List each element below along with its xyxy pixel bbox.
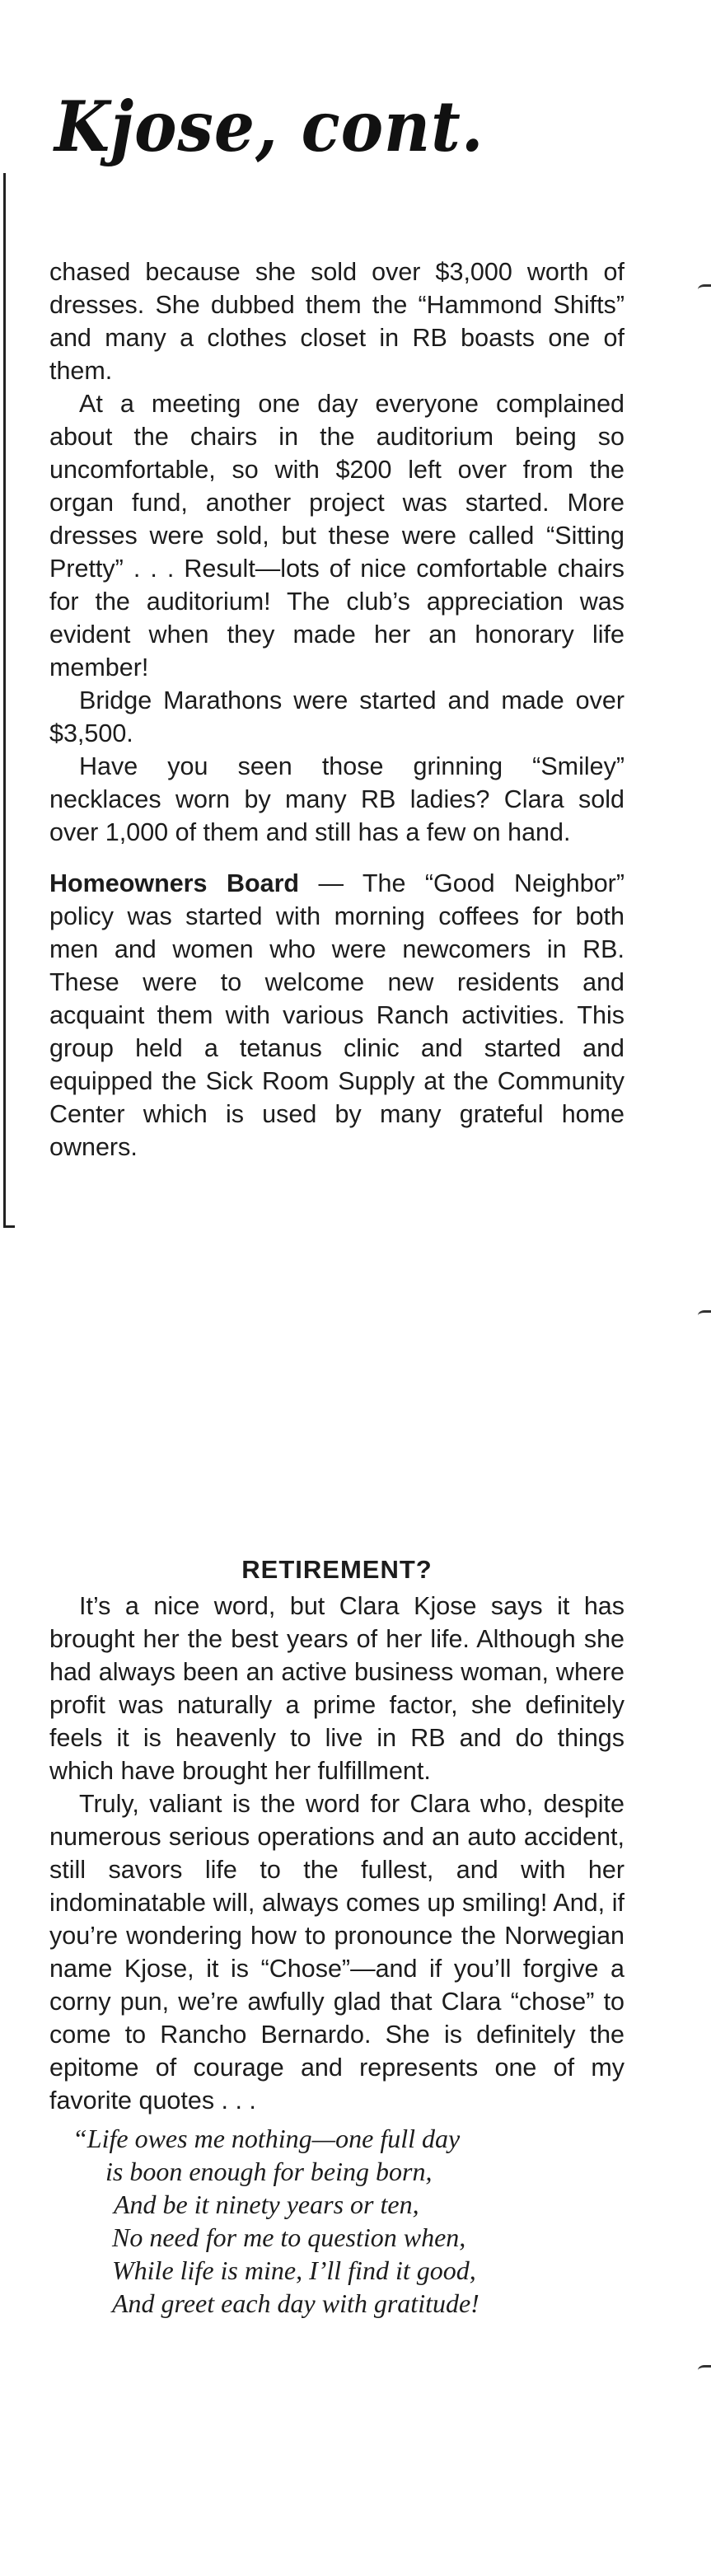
retirement-heading: RETIREMENT?: [241, 1555, 433, 1584]
article-column-continued: [49, 255, 624, 1164]
page-edge-mark: [698, 1310, 711, 1321]
paragraph: Truly, valiant is the word for Clara who, despite numerous serious operations and an auto accident, still savors life to the fullest, and with her indominatable will, always comes up smiling! And, if you’re wondering how to pronounce the Norwegian name Kjose, it is “Chose”—and if you’ll forgive a corny pun, we’re awfully glad that Clara “chose” to come to Rancho Bernardo. She is definitely the epitome of courage and represents one of my favorite quotes . . .: [49, 1790, 624, 2115]
poem-line: While life is mine, I’ll find it good,: [112, 2255, 476, 2285]
poem-line: And greet each day with gratitude!: [112, 2288, 479, 2318]
quoted-poem: [49, 2122, 624, 2320]
paragraph: At a meeting one day everyone complained about the chairs in the auditorium being so uncomfortable, so with $200 left over from the organ fund, another project was started. More dresses were sold, but these were called “Sitting Pretty” . . . Result—lots of nice comfortable chairs for the auditorium! The club’s appreciation was evident when they made her an honorary life member!: [49, 390, 624, 681]
paragraph: It’s a nice word, but Clara Kjose says it has brought her the best years of her life. Although she had always been an active business woman, where profit was naturally a prime factor, she definitely feels it is heavenly to live in RB and do things which have brought her fulfillment.: [49, 1592, 624, 1785]
homeowners-paragraph: [49, 867, 624, 1164]
left-border-rule-foot: [3, 1225, 15, 1228]
page-edge-mark: [698, 284, 711, 295]
page-edge-mark: [698, 2365, 711, 2376]
paragraph: Bridge Marathons were started and made over $3,500.: [49, 686, 624, 747]
headline: Kjose, cont.: [54, 86, 484, 167]
poem-line: And be it ninety years or ten,: [114, 2190, 419, 2219]
left-border-rule: [3, 173, 6, 1228]
homeowners-text: — The “Good Neighbor” policy was started with morning coffees for both men and women who were newcomers in RB. These were to welcome new residents and acquaint them with various Ranch activities. This group held a tetanus clinic and started and equipped the Sick Room Supply at the Community Center which is used by many grateful home owners.: [49, 869, 624, 1161]
homeowners-lead-in: Homeowners Board: [49, 869, 300, 897]
article-column-retirement: [49, 1553, 624, 2320]
poem-line: No need for me to question when,: [112, 2222, 466, 2252]
poem-line: is boon enough for being born,: [105, 2157, 433, 2186]
paragraph: chased because she sold over $3,000 worth of dresses. She dubbed them the “Hammond Shifts” and many a clothes closet in RB boasts one of them.: [49, 258, 624, 385]
paragraph: Have you seen those grinning “Smiley” necklaces worn by many RB ladies? Clara sold over 1,000 of them and still has a few on hand.: [49, 752, 624, 846]
poem-line: “Life owes me nothing—one full day: [73, 2124, 461, 2153]
